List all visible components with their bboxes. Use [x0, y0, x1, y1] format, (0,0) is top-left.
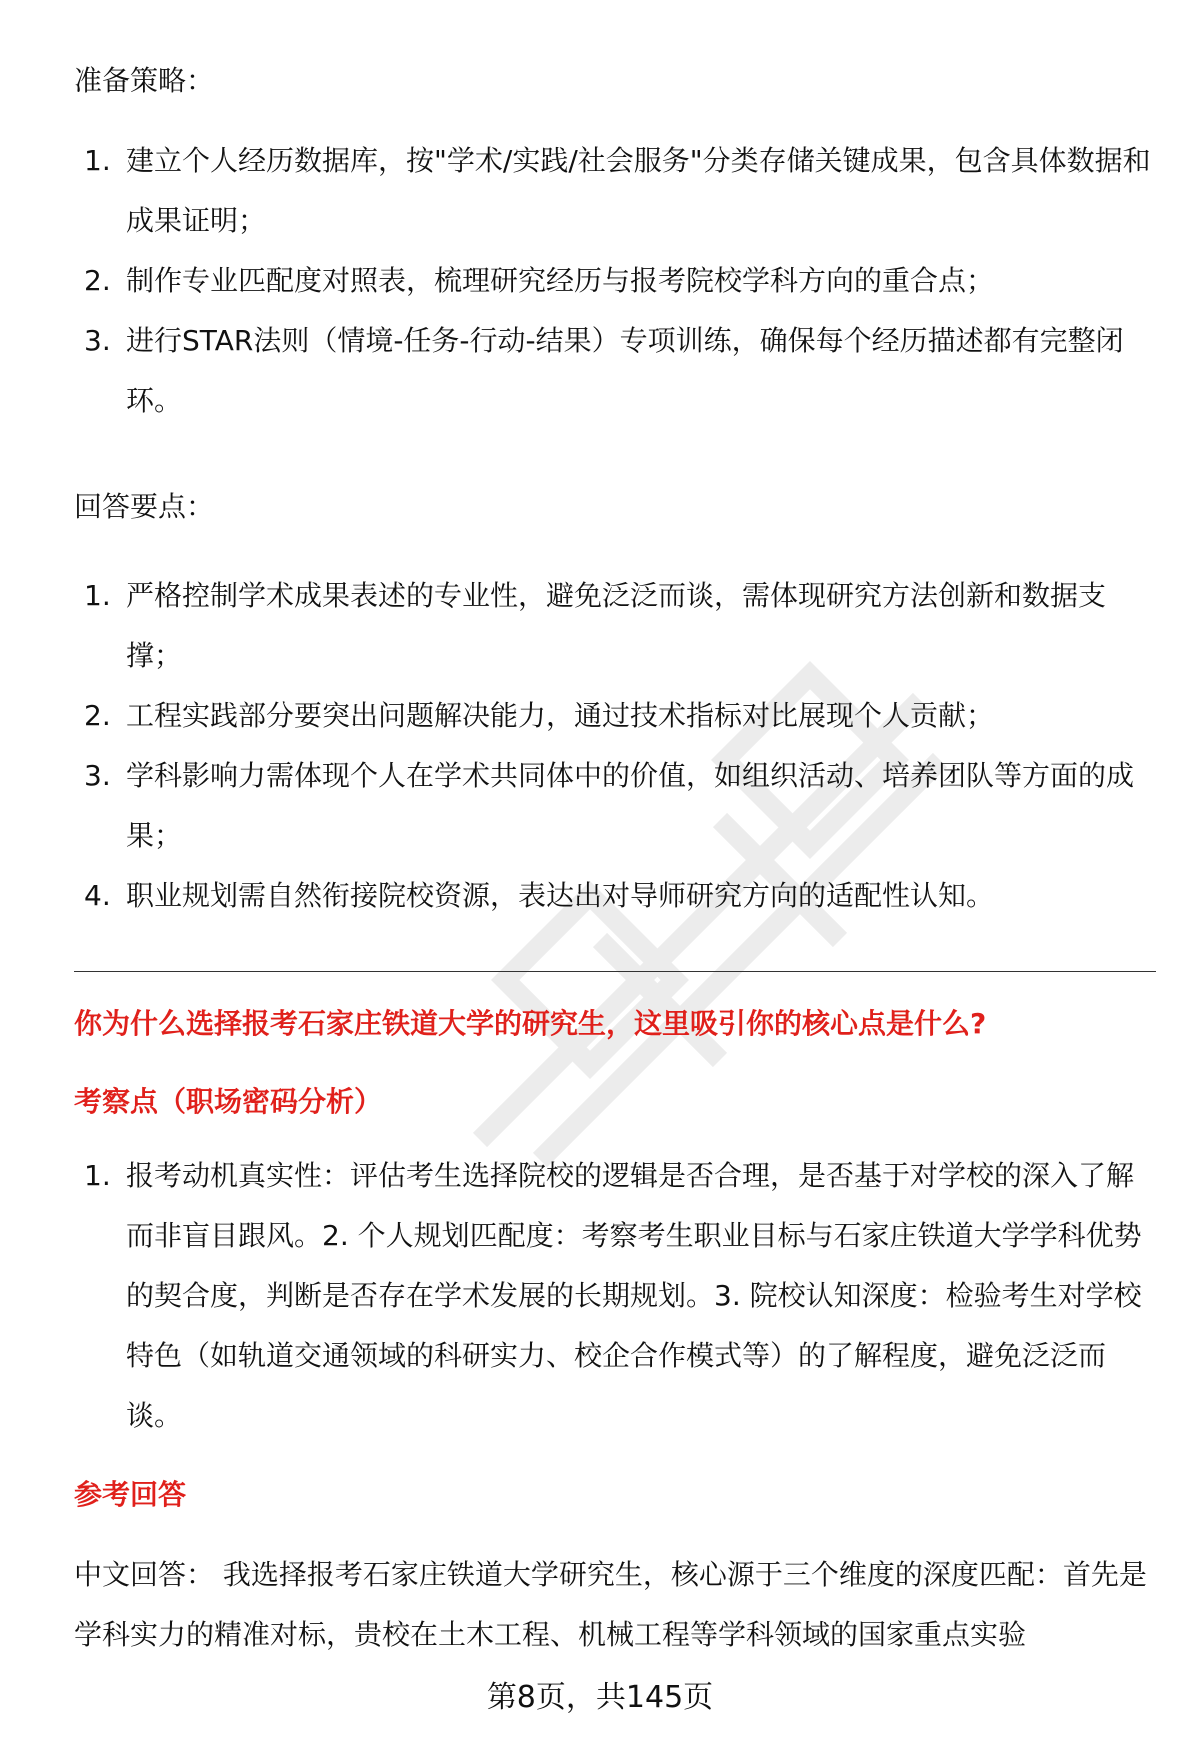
list-item-text: 进行STAR法则（情境-任务-行动-结果）专项训练，确保每个经历描述都有完整闭环。	[126, 324, 1124, 417]
list-item-text: 工程实践部分要突出问题解决能力，通过技术指标对比展现个人贡献；	[126, 699, 995, 732]
list-number: 4.	[84, 879, 111, 912]
page-number: 第8页，共145页	[486, 1680, 714, 1715]
list-number: 2.	[84, 264, 111, 297]
list-item-text: 报考动机真实性：评估考生选择院校的逻辑是否合理，是否基于对学校的深入了解而非盲目跟风。2. 个人规划匹配度：考察考生职业目标与石家庄铁道大学学科优势的契合度，判断是否存在学术发展的长期规划。3. 院校认知深度：检验考生对学校特色（如轨道交通领域的科研实力、校企合作模式等）的了解程度，避免泛泛而谈。	[126, 1159, 1142, 1432]
answer-heading: 参考回答	[74, 1478, 187, 1511]
list-item	[74, 251, 1156, 311]
question-title: 你为什么选择报考石家庄铁道大学的研究生，这里吸引你的核心点是什么?	[74, 1007, 987, 1040]
list-item	[74, 686, 1156, 746]
focus-heading: 考察点（职场密码分析）	[74, 1085, 383, 1118]
points-list	[74, 566, 1156, 926]
list-item-text: 学科影响力需体现个人在学术共同体中的价值，如组织活动、培养团队等方面的成果；	[126, 759, 1135, 852]
list-number: 1.	[84, 144, 111, 177]
prep-heading: 准备策略：	[74, 64, 215, 97]
list-item	[74, 1146, 1156, 1446]
list-item-text: 建立个人经历数据库，按"学术/实践/社会服务"分类存储关键成果，包含具体数据和成果证明；	[126, 144, 1151, 237]
list-number: 3.	[84, 759, 111, 792]
list-item	[74, 131, 1156, 251]
focus-list	[74, 1146, 1156, 1446]
list-number: 3.	[84, 324, 111, 357]
list-item	[74, 866, 1156, 926]
document-page	[74, 0, 1156, 1755]
list-number: 2.	[84, 699, 111, 732]
list-number: 1.	[84, 579, 111, 612]
section-divider	[74, 971, 1156, 972]
list-item-text: 制作专业匹配度对照表，梳理研究经历与报考院校学科方向的重合点；	[126, 264, 995, 297]
list-item-text: 严格控制学术成果表述的专业性，避免泛泛而谈，需体现研究方法创新和数据支撑；	[126, 579, 1107, 672]
list-item	[74, 311, 1156, 431]
list-item-text: 职业规划需自然衔接院校资源，表达出对导师研究方向的适配性认知。	[126, 879, 995, 912]
list-item	[74, 746, 1156, 866]
list-number: 1.	[84, 1159, 111, 1192]
list-item	[74, 566, 1156, 686]
answer-paragraph: 中文回答： 我选择报考石家庄铁道大学研究生，核心源于三个维度的深度匹配：首先是学科实力的精准对标，贵校在土木工程、机械工程等学科领域的国家重点实验	[74, 1558, 1147, 1651]
prep-list	[74, 131, 1156, 431]
points-heading: 回答要点：	[74, 490, 215, 523]
